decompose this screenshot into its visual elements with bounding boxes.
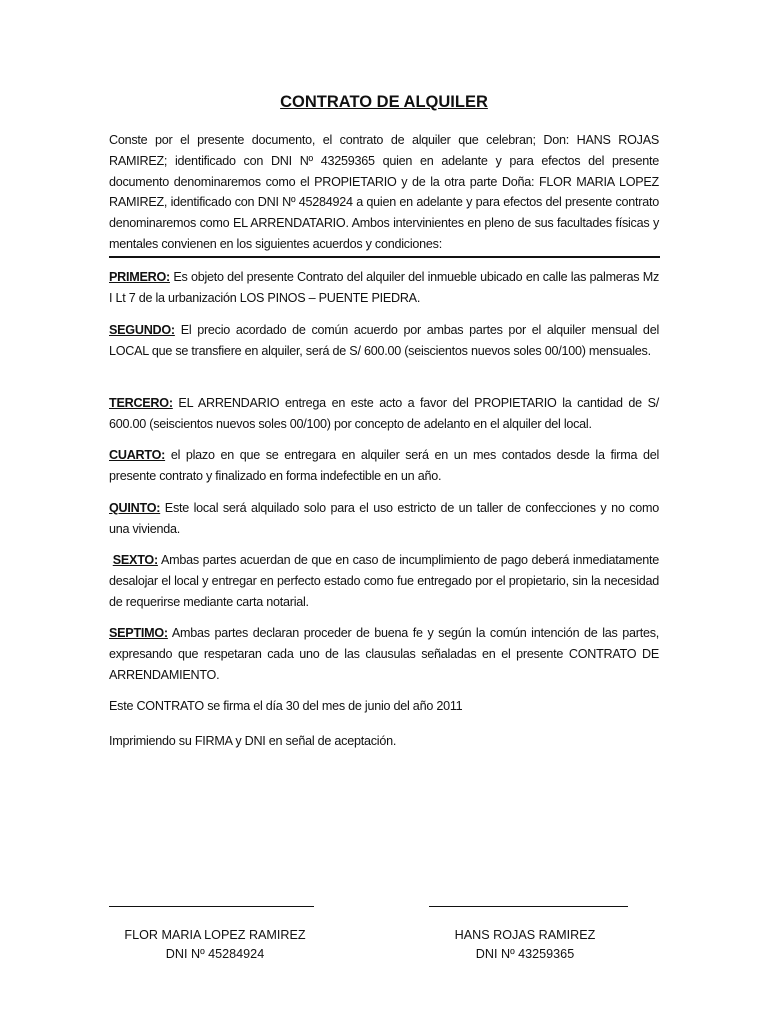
signed-date: Este CONTRATO se firma el día 30 del mes de junio del año 2011 xyxy=(109,699,463,713)
clause-text: EL ARRENDARIO entrega en este acto a favor del PROPIETARIO la cantidad de S/ 600.00 (seiscientos nuevos soles 00/100) por concepto de adelanto en el alquiler del local. xyxy=(109,396,659,431)
clause-heading: SEPTIMO: xyxy=(109,626,168,640)
clause-text: El precio acordado de común acuerdo por ambas partes por el alquiler mensual del LOCAL que se transfiere en alquiler, será de S/ 600.00 (seiscientos nuevos soles 00/100) mensuales. xyxy=(109,323,659,358)
signer-dni-right: DNI Nº 43259365 xyxy=(475,947,575,961)
clause-text: Ambas partes acuerdan de que en caso de incumplimiento de pago deberá inmediatamente desalojar el local y entregar en perfecto estado como fue entregado por el propietario, sin la necesidad de requerirse mediante carta notarial. xyxy=(109,553,660,609)
clause-heading: TERCERO: xyxy=(109,396,173,410)
clause-heading: SEXTO: xyxy=(112,553,158,567)
clause-text: el plazo en que se entregara en alquiler será en un mes contados desde la firma del presente contrato y finalizado en forma indefectible en un año. xyxy=(109,448,659,483)
clause-quinto xyxy=(109,498,659,540)
acceptance-text: Imprimiendo su FIRMA y DNI en señal de aceptación. xyxy=(109,734,397,748)
clause-text: Este local será alquilado solo para el uso estricto de un taller de confecciones y no como una vivienda. xyxy=(109,501,659,536)
intro-paragraph: Conste por el presente documento, el contrato de alquiler que celebran; Don: HANS ROJAS RAMIREZ; identificado con DNI Nº 43259365 quien en adelante y para efectos del presente documento denominaremos como el PROPIETARIO y de la otra parte Doña: FLOR MARIA LOPEZ RAMIREZ, identificado con DNI Nº 45284924 a quien en adelante y para efectos del presente contrato denominaremos como EL ARRENDATARIO. Ambos intervinientes en pleno de sus facultades físicas y mentales convienen en los siguientes acuerdos y condiciones: xyxy=(109,133,659,251)
signature-line-right xyxy=(429,906,628,907)
clause-cuarto xyxy=(109,445,659,487)
clause-heading: QUINTO: xyxy=(109,501,161,515)
signer-name-right: HANS ROJAS RAMIREZ xyxy=(454,928,596,942)
clause-heading: PRIMERO: xyxy=(109,270,170,284)
clause-heading: CUARTO: xyxy=(109,448,166,462)
divider xyxy=(109,256,660,258)
clause-segundo xyxy=(109,320,659,362)
signature-line-left xyxy=(109,906,314,907)
clause-septimo xyxy=(109,623,659,685)
clause-primero xyxy=(109,267,659,309)
clause-heading: SEGUNDO: xyxy=(109,323,175,337)
clause-tercero xyxy=(109,393,659,435)
clause-text: Es objeto del presente Contrato del alquiler del inmueble ubicado en calle las palmeras Mz I Lt 7 de la urbanización LOS PINOS – PUENTE PIEDRA. xyxy=(109,270,659,305)
signer-dni-left: DNI Nº 45284924 xyxy=(165,947,265,961)
signer-name-left: FLOR MARIA LOPEZ RAMIREZ xyxy=(124,928,306,942)
document-title: CONTRATO DE ALQUILER xyxy=(280,93,488,111)
clause-sexto xyxy=(109,550,659,612)
clause-text: Ambas partes declaran proceder de buena fe y según la común intención de las partes, expresando que respetaran cada uno de las clausulas señaladas en el presente CONTRATO DE ARRENDAMIENTO. xyxy=(109,626,659,682)
